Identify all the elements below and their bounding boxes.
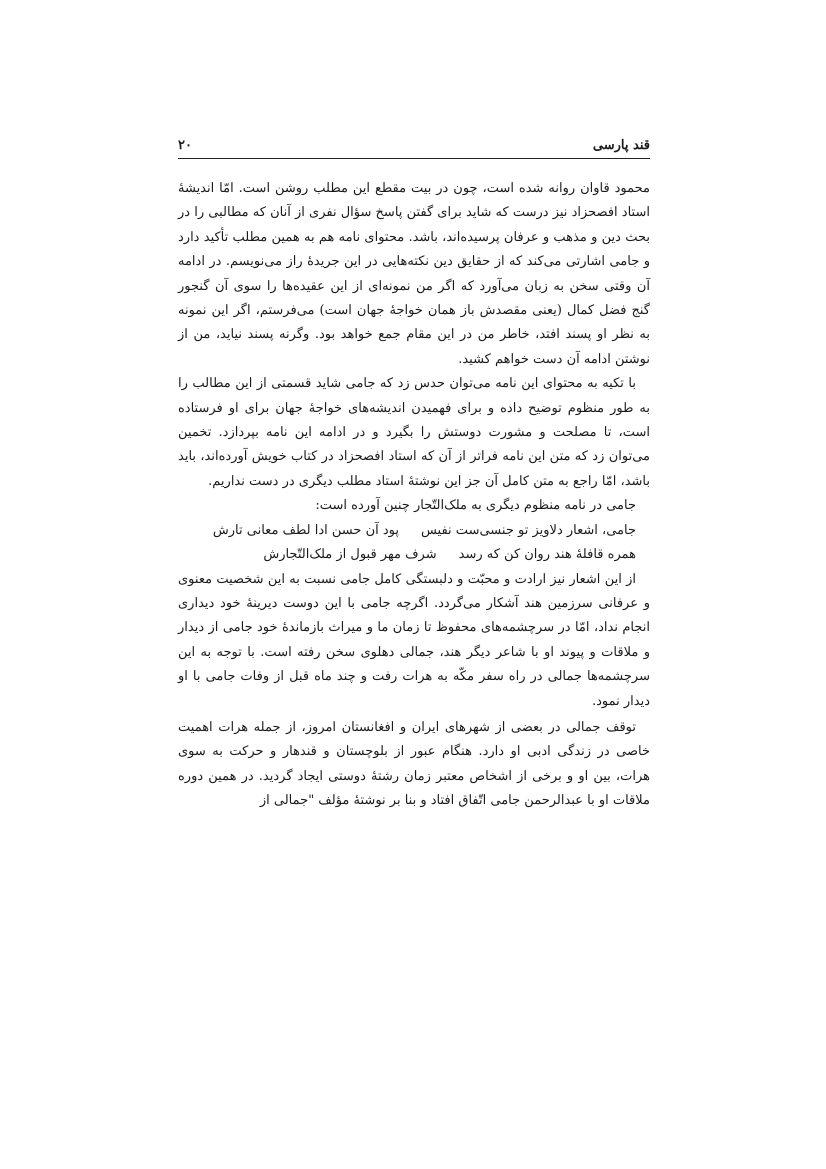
paragraph-5: توقف جمالی در بعضی از شهرهای ایران و افغانستان امروز، از جمله هرات اهمیت خاصی در زندگی ادبی او دارد. هنگام عبور از بلوچستان و قندهار و حرکت به سوی هرات، بین او و برخی از اشخاص معتبر زمان رشتهٔ دوستی ایجاد گردید. در همین دوره ملاقات او با عبدالرحمن جامی اتّفاق افتاد و بنا بر نوشتهٔ مؤلف "جمالی از (178, 719, 650, 809)
hemistich-2b: شرف مهر قبول از ملک‌التّجارش (263, 547, 437, 563)
book-title: قند پارسی (592, 138, 650, 153)
paragraph-1: محمود قاوان روانه شده است، چون در بیت مقطع این مطلب روشن است. امّا اندیشهٔ استاد افصحزاد نیز درست که شاید برای گفتن پاسخ سؤال نفری از آنان که مطالبی را در بحث دین و مذهب و عرفان پرسیده‌اند، باشد. محتوای نامه هم به همین مطلب تأکید دارد و جامی اشارتی می‌کند که از حقایق دین نکته‌هایی در این جریدهٔ راز می‌نویسم. در ادامه آن وقتی سخن به زبان می‌آورد که اگر من نمونه‌ای از این عقیده‌ها را سوی آن گنجور گنج فضل کمال (یعنی مقصدش باز همان خواجهٔ جهان است) می‌فرستم، اگر این نمونه به نظر او پسند افتد، خاطر من در این مقام جمع خواهد بود. وگرنه پسند نیاید، من از نوشتن ادامه آن دست خواهم کشید. (178, 181, 650, 367)
running-header (178, 138, 650, 159)
hemistich-1b: پود آن حسن ادا لطف معانی تارش (212, 522, 399, 538)
body-text (178, 177, 650, 814)
paragraph-4: از این اشعار نیز ارادت و محبّت و دلبستگی کامل جامی نسبت به این شخصیت معنوی و عرفانی سرزمین هند آشکار می‌گردد. اگرچه جامی با این دوست دیرینهٔ خود دیداری انجام نداد، امّا در سرچشمه‌های محفوظ تا زمان ما و میراث بازماندهٔ خود جامی از دیدار و ملاقات و پیوند او با شاعر دیگر هند، جمالی دهلوی سخن رفته است. با توجه به این سرچشمه‌ها جمالی در راه سفر مکّه به هرات رفت و چند ماه قبل از وفات جامی با او دیدار نمود. (178, 571, 650, 709)
page-number: ۲۰ (178, 138, 192, 153)
hemistich-1a: جامی، اشعار دلاویز تو جنسی‌ست نفیس (420, 522, 636, 538)
hemistich-2a: همره قافلهٔ هند روان کن که رسد (458, 547, 636, 563)
verse-line-2 (178, 543, 650, 567)
paragraph-2: با تکیه به محتوای این نامه می‌توان حدس زد که جامی شاید قسمتی از این مطالب را به طور منظوم توضیح داده و برای فهمیدن اندیشه‌های خواجهٔ جهان برای او فرستاده است، تا مصلحت و مشورت دوستش را بگیرد و در ادامه این نامه بپردازد. تخمین می‌توان زد که متن این نامه فراتر از آن که استاد افصحزاد در کتاب خویش آورده‌اند، باید باشد، امّا راجع به متن کامل آن جز این نوشتهٔ استاد مطلب دیگری در دست نداریم. (178, 376, 650, 489)
paragraph-3: جامی در نامه منظوم دیگری به ملک‌التّجار چنین آورده است: (315, 498, 636, 514)
book-page (178, 138, 650, 814)
verse-line-1 (178, 519, 650, 543)
